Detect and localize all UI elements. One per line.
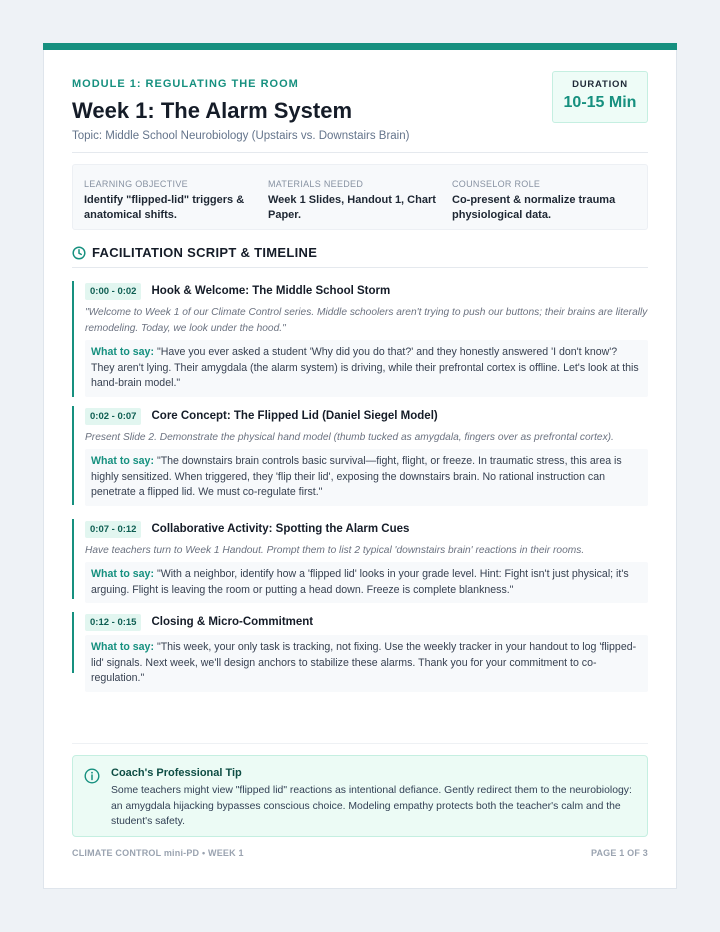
topic-line: Topic: Middle School Neurobiology (Upstairs vs. Downstairs Brain): [72, 130, 410, 142]
info-label: COUNSELOR ROLE: [452, 179, 541, 189]
step-title: Hook & Welcome: The Middle School Storm: [151, 285, 391, 297]
info-icon: [84, 768, 100, 784]
time-badge: 0:12 - 0:15: [85, 614, 141, 631]
step-header: [85, 612, 648, 632]
timeline-step: [72, 281, 648, 397]
say-label: What to say:: [91, 568, 154, 580]
section-heading: [72, 246, 648, 268]
say-text: "Have you ever asked a student 'Why did you do that?' and they honestly answered 'I don't know'? They aren't lying. Their amygdala (the alarm system) is driving, while their prefrontal cortex is offline. Let's look at this hand-brain model.": [91, 346, 639, 389]
say-text: "The downstairs brain controls basic survival—fight, flight, or freeze. In traumatic stress, this area is highly sensitized. When triggered, they 'flip their lid', exposing the downstairs brain. No rational instruction can penetrate a flipped lid. We must co-regulate first.": [91, 455, 622, 498]
say-label: What to say:: [91, 346, 154, 358]
section-title: FACILITATION SCRIPT & TIMELINE: [92, 245, 318, 260]
info-learning-objective: [84, 179, 268, 229]
step-header: [85, 519, 648, 539]
step-note: Present Slide 2. Demonstrate the physical hand model (thumb tucked as amygdala, fingers over as prefrontal cortex).: [85, 432, 614, 443]
step-title: Closing & Micro-Commitment: [151, 616, 314, 628]
coach-tip-box: [72, 755, 648, 837]
info-value: Co-present & normalize trauma physiological data.: [452, 194, 616, 221]
overview-box: [72, 164, 648, 230]
clock-icon: [72, 246, 86, 260]
info-counselor-role: [452, 179, 636, 229]
info-label: MATERIALS NEEDED: [268, 179, 364, 189]
step-note: Have teachers turn to Week 1 Handout. Prompt them to list 2 typical 'downstairs brain' reactions in their rooms.: [85, 545, 585, 556]
timeline-step: [72, 406, 648, 505]
step-header: [85, 406, 648, 426]
tip-body: Some teachers might view "flipped lid" reactions as intentional defiance. Gently redirect them to the neurobiology: an amygdala hijacking bypasses conscious choice. Modeling empathy protects both the teacher's calm and the student's safety.: [111, 785, 632, 827]
say-label: What to say:: [91, 455, 154, 467]
info-materials-needed: [268, 179, 452, 229]
duration-badge: [552, 71, 648, 123]
say-label: What to say:: [91, 641, 154, 653]
page-footer: [72, 848, 648, 860]
info-value: Identify "flipped-lid" triggers & anatomical shifts.: [84, 194, 245, 221]
accent-top-bar: [43, 43, 677, 50]
divider: [72, 743, 648, 744]
step-header: [85, 281, 648, 301]
info-label: LEARNING OBJECTIVE: [84, 179, 188, 189]
time-badge: 0:07 - 0:12: [85, 521, 141, 538]
time-badge: 0:02 - 0:07: [85, 408, 141, 425]
say-text: "This week, your only task is tracking, not fixing. Use the weekly tracker in your handout to log 'flipped-lid' signals. Next week, we'll design anchors to stabilize these alarms. Thank you for your commitment to co-regulation.": [91, 641, 637, 684]
timeline: [72, 280, 648, 684]
say-box: [85, 635, 648, 692]
say-box: [85, 340, 648, 397]
step-title: Collaborative Activity: Spotting the Alarm Cues: [151, 523, 410, 535]
step-title: Core Concept: The Flipped Lid (Daniel Siegel Model): [151, 410, 438, 422]
page-title: Week 1: The Alarm System: [72, 98, 353, 123]
say-text: "With a neighbor, identify how a 'flipped lid' looks in your grade level. Hint: Fight isn't just physical; it's arguing. Flight is leaving the room or putting a head down. Freeze is complete blankness.": [91, 568, 629, 596]
page-number: PAGE 1 OF 3: [590, 848, 648, 858]
say-box: [85, 449, 648, 506]
time-badge: 0:00 - 0:02: [85, 283, 141, 300]
say-box: [85, 562, 648, 603]
timeline-step: [72, 519, 648, 599]
module-label: MODULE 1: REGULATING THE ROOM: [72, 78, 299, 90]
footer-left: CLIMATE CONTROL mini-PD • WEEK 1: [72, 848, 244, 858]
page-header: [72, 78, 648, 153]
document-page: [43, 43, 677, 889]
duration-value: 10-15 Min: [563, 94, 637, 111]
timeline-step: [72, 612, 648, 684]
duration-label: DURATION: [572, 79, 628, 90]
tip-title: Coach's Professional Tip: [111, 767, 242, 779]
step-note: "Welcome to Week 1 of our Climate Control series. Middle schoolers aren't trying to push our buttons; their brains are literally remodeling. Today, we look under the hood.": [85, 307, 648, 334]
info-value: Week 1 Slides, Handout 1, Chart Paper.: [268, 194, 436, 221]
